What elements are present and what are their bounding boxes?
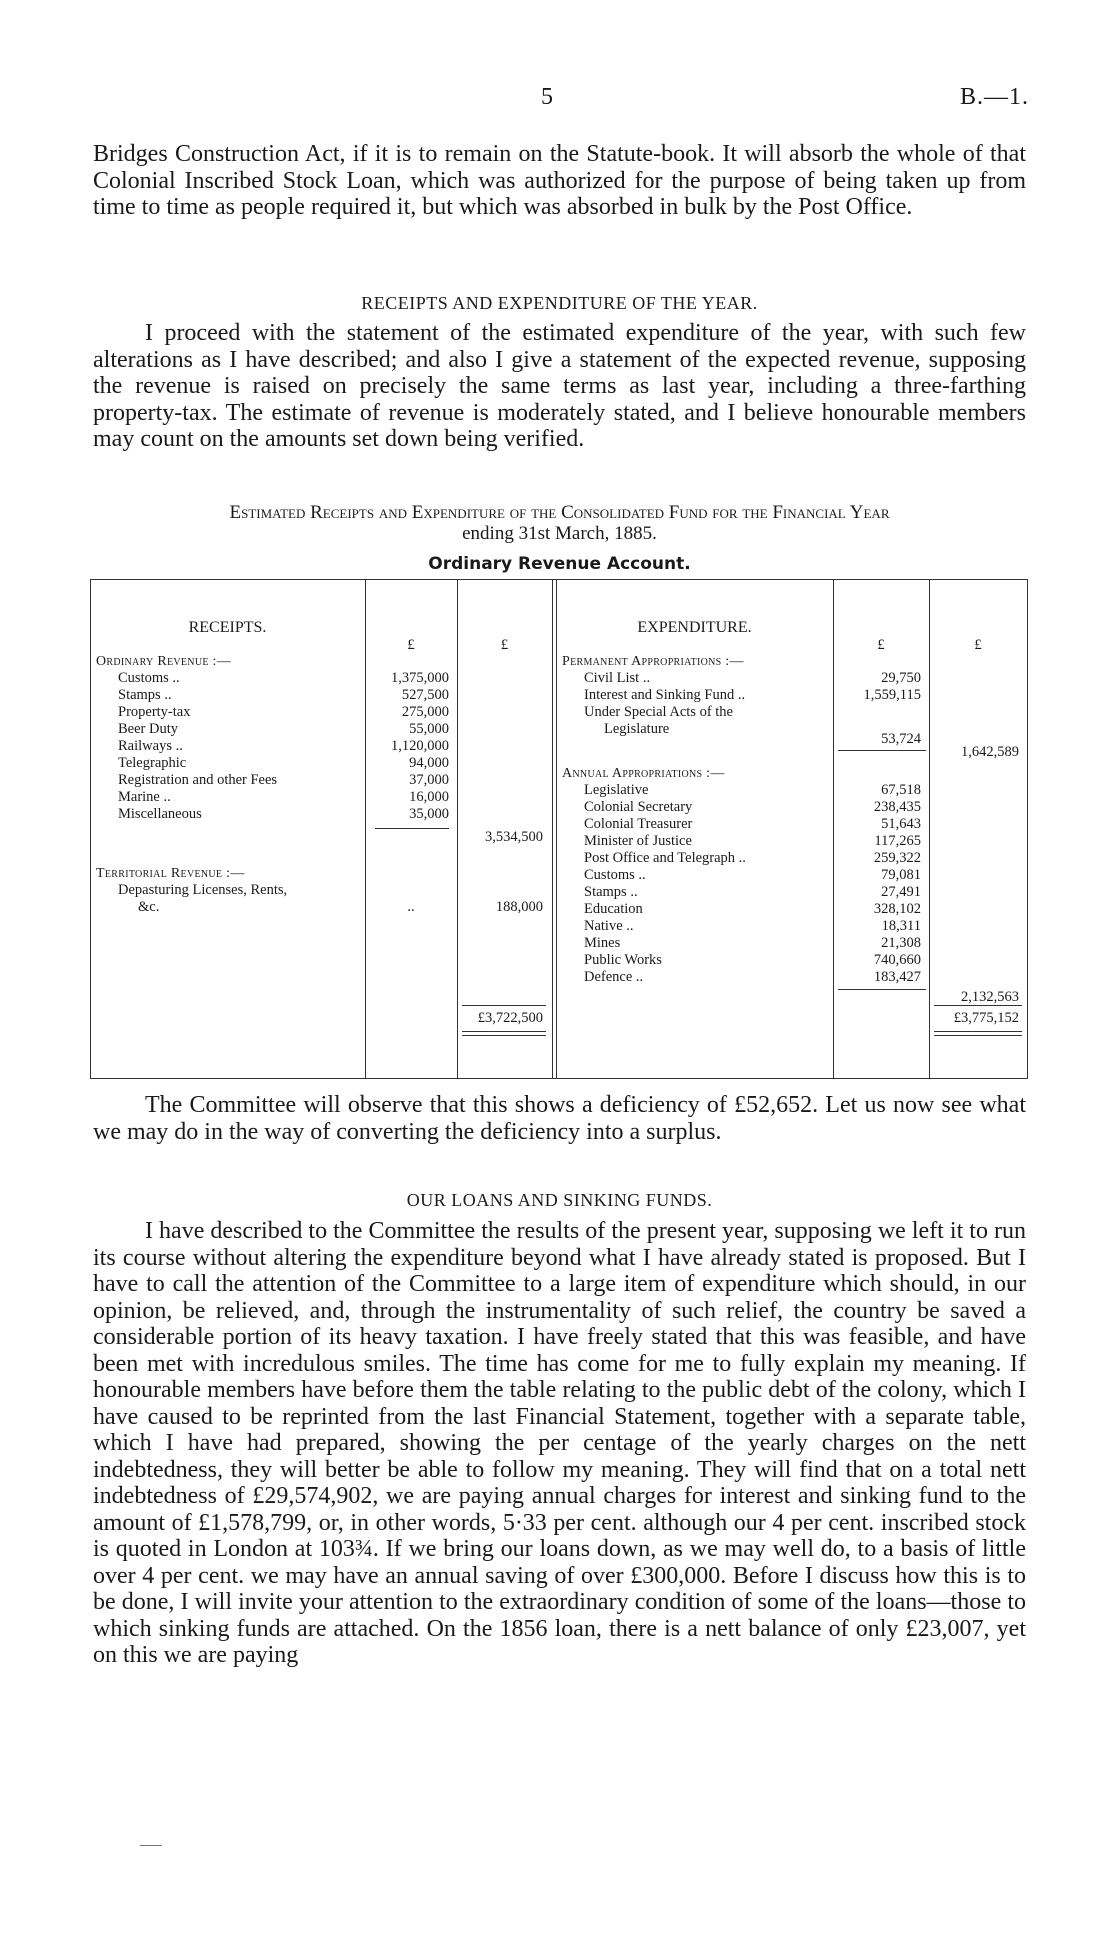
expenditure-item-amount: 29,750 — [881, 670, 921, 686]
territorial-item-label-cont: &c. — [138, 899, 160, 915]
ordinary-revenue-total: 3,534,500 — [485, 829, 543, 845]
annual-appropriations-total: 2,132,563 — [961, 989, 1019, 1005]
receipt-item-label: Property-tax — [118, 704, 191, 720]
paragraph-estimated-expenditure: I proceed with the statement of the estimated expenditure of the year, with such few alterations as I have described; and also I give a statement of the expected revenue, supposing the revenue is raised on precisely the same terms as last year, including a three-farthing property-tax. The estimate of revenue is moderately stated, and I believe honourable members may count on the amounts set down being verified. — [93, 320, 1026, 452]
paragraph-deficiency: The Committee will observe that this shows a deficiency of £52,652. Let us now see what we may do in the way of converting the deficiency into a surplus. — [93, 1092, 1026, 1145]
expenditure-item-amount: 67,518 — [881, 782, 921, 798]
receipt-item-label: Marine .. — [118, 789, 171, 805]
receipt-item-label: Telegraphic — [118, 755, 187, 771]
permanent-appropriations-total: 1,642,589 — [961, 744, 1019, 760]
document-reference: B.—1. — [960, 84, 1030, 110]
territorial-revenue-label: Territorial Revenue :— — [96, 866, 245, 881]
receipt-item-label: Beer Duty — [118, 721, 178, 737]
stray-mark — [140, 1845, 162, 1846]
expenditure-item-label: Native .. — [584, 918, 634, 934]
receipts-title: RECEIPTS. — [188, 619, 267, 636]
expenditure-item-label: Legislature — [604, 721, 670, 737]
expenditure-item-label: Interest and Sinking Fund .. — [584, 687, 746, 703]
receipts-pound-col2: £ — [500, 637, 509, 653]
permanent-appropriations-label: Permanent Appropriations :— — [562, 654, 744, 669]
receipts-double-rule-b — [462, 1035, 546, 1036]
expenditure-item-amount: 1,559,115 — [863, 687, 921, 703]
expenditure-item-label: Civil List .. — [584, 670, 651, 686]
receipts-pound-col1: £ — [407, 637, 415, 653]
expenditure-item-label: Public Works — [584, 952, 662, 968]
receipt-item-amount: 1,120,000 — [391, 738, 449, 754]
expenditure-item-amount: 27,491 — [881, 884, 921, 900]
receipt-item-amount: 37,000 — [409, 772, 449, 788]
receipts-double-rule-a — [462, 1031, 546, 1032]
expenditure-item-label: Customs .. — [584, 867, 646, 883]
table-caption: Estimated Receipts and Expenditure of the Consolidated Fund for the Financial Year — [229, 502, 890, 523]
table-top-rule — [90, 579, 1028, 580]
expenditure-item-label: Under Special Acts of the — [584, 704, 733, 720]
expenditure-total-rule — [934, 1005, 1022, 1006]
expenditure-item-label: Minister of Justice — [584, 833, 692, 849]
expenditure-double-rule-a — [934, 1031, 1022, 1032]
territorial-amount-col1: .. — [407, 899, 415, 915]
receipt-item-amount: 527,500 — [401, 687, 449, 703]
territorial-item-label: Depasturing Licenses, Rents, — [118, 882, 288, 898]
receipts-total-rule — [462, 1005, 546, 1006]
table-right-rule — [1027, 579, 1028, 1079]
annual-subtotal-rule — [838, 989, 926, 990]
center-rule-b — [556, 579, 557, 1079]
expenditure-item-label: Defence .. — [584, 969, 644, 985]
receipt-item-label: Customs .. — [118, 670, 180, 686]
expenditure-item-label: Stamps .. — [584, 884, 638, 900]
receipt-item-amount: 1,375,000 — [391, 670, 449, 686]
table-bottom-rule — [90, 1078, 1028, 1079]
territorial-amount: 188,000 — [495, 899, 543, 915]
expenditure-item-amount: 51,643 — [881, 816, 921, 832]
receipt-item-label: Miscellaneous — [118, 806, 202, 822]
expenditure-item-label: Education — [584, 901, 643, 917]
expenditure-item-label: Mines — [584, 935, 621, 951]
expenditure-item-label: Legislative — [584, 782, 649, 798]
permanent-subtotal-rule — [838, 750, 926, 751]
table-subcaption: Ordinary Revenue Account. — [428, 554, 691, 574]
center-rule-a — [552, 579, 553, 1079]
ordinary-revenue-label: Ordinary Revenue :— — [96, 654, 232, 669]
table-left-rule — [90, 579, 91, 1079]
receipt-item-label: Registration and other Fees — [118, 772, 278, 788]
expenditure-pound-col1: £ — [877, 637, 885, 653]
expenditure-double-rule-b — [934, 1035, 1022, 1036]
expenditure-item-amount: 259,322 — [873, 850, 921, 866]
receipts-col1-rule — [365, 579, 366, 1079]
expenditure-item-amount: 18,311 — [881, 918, 921, 934]
table-caption-date: ending 31st March, 1885. — [462, 523, 657, 544]
page-number: 5 — [541, 84, 553, 110]
receipts-grand-total: £3,722,500 — [477, 1010, 543, 1026]
receipt-item-amount: 94,000 — [409, 755, 449, 771]
expenditure-item-amount: 183,427 — [873, 969, 921, 985]
paragraph-loans: I have described to the Committee the results of the present year, supposing we left it to run its course without altering the expenditure beyond what I have already stated is proposed. But I have to call the attention of the Committee to a large item of expenditure which should, in our opinion, be relieved, and, through the instrumentality of such relief, the country be saved a considerable portion of its heavy taxation. I have freely stated that this was feasible, and have been met with incredulous smiles. The time has come for me to fully explain my meaning. If honourable members have before them the table relating to the public debt of the colony, which I have caused to be reprinted from the last Financial Statement, together with a separate table, which I have had prepared, showing the per centage of the yearly charges on the nett indebtedness, they will better be able to follow my meaning. They will find that on a total nett indebtedness of £29,574,902, we are paying annual charges for interest and sinking fund to the amount of £1,578,799, or, in other words, 5·33 per cent. although our 4 per cent. inscribed stock is quoted in London at 103¾. If we bring our loans down, as we may well do, to a basis of little over 4 per cent. we may have an annual saving of over £300,000. Before I discuss how this is to be done, I will invite your attention to the extraordinary condition of some of the loans—those to which sinking funds are attached. On the 1856 loan, there is a nett balance of only £23,007, yet on this we are paying — [93, 1218, 1026, 1668]
receipt-item-amount: 16,000 — [409, 789, 449, 805]
expenditure-pound-col2: £ — [974, 637, 982, 653]
paragraph-bridges-act: Bridges Construction Act, if it is to remain on the Statute-book. It will absorb the whole of that Colonial Inscribed Stock Loan, which was authorized for the purpose of being taken up from time to time as people required it, but which was absorbed in bulk by the Post Office. — [93, 141, 1026, 220]
expenditure-item-amount: 740,660 — [873, 952, 921, 968]
expenditure-item-label: Colonial Treasurer — [584, 816, 693, 832]
heading-receipts-expenditure: RECEIPTS AND EXPENDITURE OF THE YEAR. — [361, 293, 758, 313]
expenditure-item-amount: 117,265 — [874, 833, 921, 849]
receipt-item-amount: 55,000 — [409, 721, 449, 737]
expenditure-item-amount: 79,081 — [881, 867, 921, 883]
annual-appropriations-label: Annual Appropriations :— — [562, 766, 725, 781]
expenditure-item-label: Post Office and Telegraph .. — [584, 850, 746, 866]
receipt-item-amount: 35,000 — [409, 806, 449, 822]
expenditure-grand-total: £3,775,152 — [953, 1010, 1019, 1026]
expenditure-item-amount: 238,435 — [873, 799, 921, 815]
subtotal-rule — [375, 828, 449, 829]
expenditure-title: EXPENDITURE. — [637, 619, 752, 636]
expenditure-item-amount: 21,308 — [881, 935, 921, 951]
expenditure-item-label: Colonial Secretary — [584, 799, 693, 815]
receipt-item-label: Railways .. — [118, 738, 183, 754]
expenditure-item-amount: 53,724 — [881, 731, 921, 747]
revenue-account-table — [90, 579, 1028, 1079]
expenditure-item-amount: 328,102 — [873, 901, 921, 917]
heading-loans-sinking-funds: OUR LOANS AND SINKING FUNDS. — [406, 1190, 713, 1210]
receipt-item-amount: 275,000 — [401, 704, 449, 720]
receipt-item-label: Stamps .. — [118, 687, 172, 703]
